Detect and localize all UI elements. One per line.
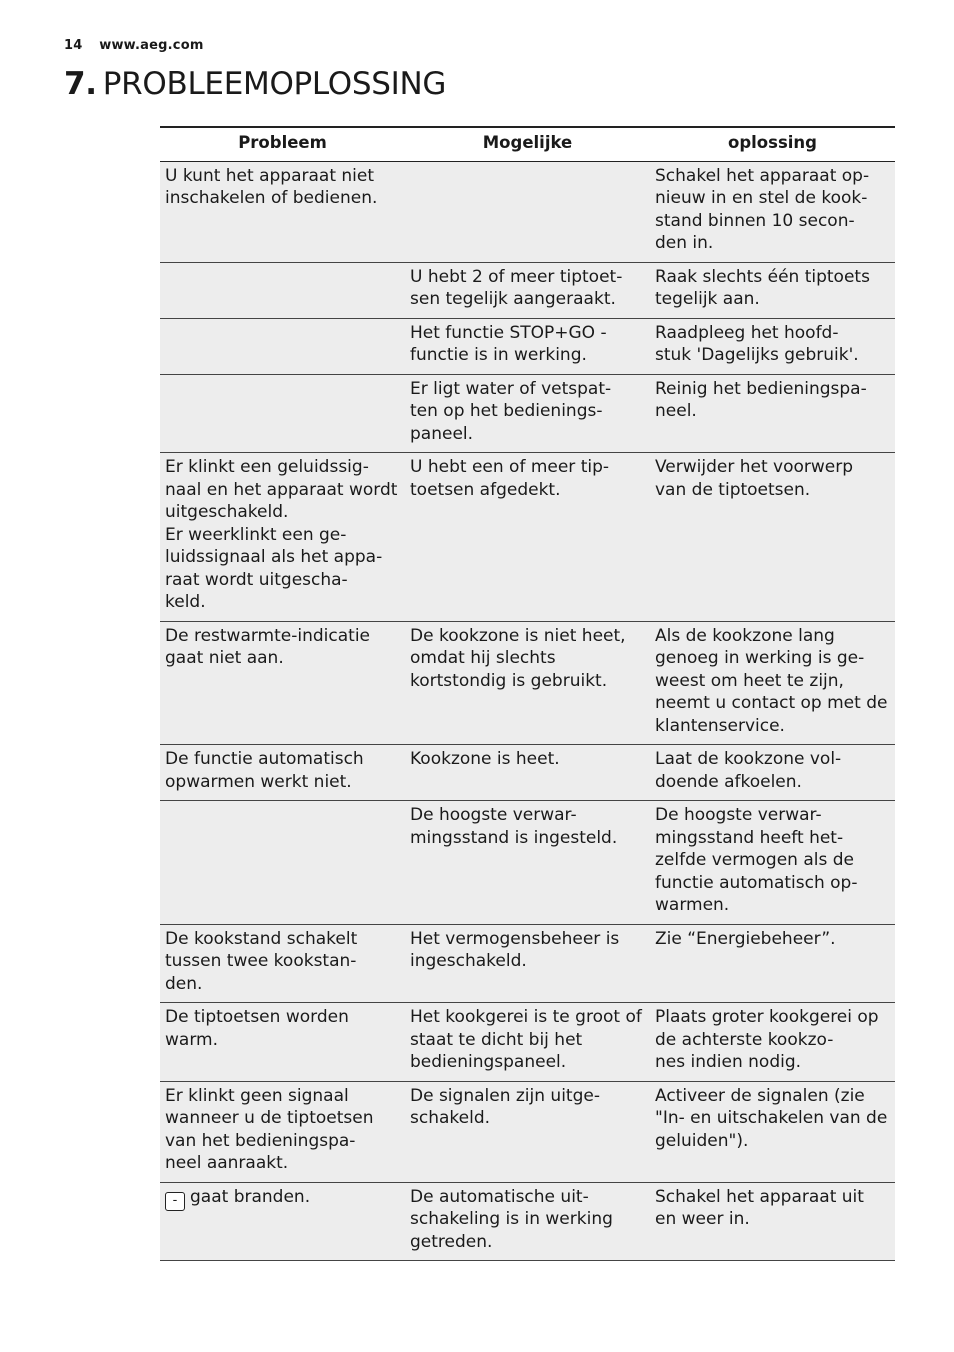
section-title — [64, 66, 446, 102]
table-row — [160, 745, 895, 801]
cell-text: Reinig het bedieningspa- neel. — [655, 378, 867, 421]
table-cell — [405, 621, 650, 745]
cell-text: Laat de kookzone vol- doende afkoelen. — [655, 749, 842, 792]
cell-text: De hoogste verwar- mingsstand heeft het- zelfde vermogen als de functie automatisch op- warmen. — [655, 805, 858, 915]
cell-text: De signalen zijn uitge- schakeld. — [410, 1085, 600, 1128]
table-cell — [160, 262, 405, 318]
cell-text: U hebt 2 of meer tiptoet- sen tegelijk aangeraakt. — [410, 266, 623, 309]
table-cell — [160, 318, 405, 374]
table-cell — [160, 801, 405, 925]
table-cell — [650, 924, 895, 1003]
table-cell — [160, 924, 405, 1003]
table-cell — [650, 1081, 895, 1182]
column-header-oplossing: oplossing — [650, 127, 895, 161]
table-cell — [650, 621, 895, 745]
table-cell — [650, 262, 895, 318]
table-row — [160, 924, 895, 1003]
cell-text: De kookzone is niet heet, omdat hij slechts kortstondig is gebruikt. — [410, 625, 626, 691]
table-row — [160, 1081, 895, 1182]
table-cell — [405, 1182, 650, 1261]
cell-text: U kunt het apparaat niet inschakelen of bedienen. — [165, 165, 378, 208]
table-cell — [650, 801, 895, 925]
table-row — [160, 318, 895, 374]
cell-text: Er klinkt een geluidssig- naal en het apparaat wordt uitgeschakeld. Er weerklinkt een ge- luidssignaal als het appa- raat wordt uitgescha- keld. — [165, 457, 398, 612]
section-number: 7. — [64, 66, 97, 102]
table-cell — [160, 745, 405, 801]
table-row — [160, 1182, 895, 1261]
cell-text: De functie automatisch opwarmen werkt niet. — [165, 749, 364, 792]
cell-text: De kookstand schakelt tussen twee kookstan- den. — [165, 928, 358, 994]
table-cell — [405, 374, 650, 453]
table-cell — [405, 1081, 650, 1182]
table-cell — [160, 621, 405, 745]
table-cell — [650, 453, 895, 622]
column-header-mogelijke: Mogelijke — [405, 127, 650, 161]
table-cell — [160, 1003, 405, 1082]
table-cell — [405, 745, 650, 801]
table-cell — [405, 161, 650, 262]
cell-text: De restwarmte-indicatie gaat niet aan. — [165, 625, 371, 668]
table-cell — [650, 374, 895, 453]
cell-text: Als de kookzone lang genoeg in werking is ge- weest om heet te zijn, neemt u contact op met de klantenservice. — [655, 625, 888, 736]
cell-text: Het kookgerei is te groot of staat te dicht bij het bedieningspaneel. — [410, 1007, 642, 1072]
table-cell — [405, 453, 650, 622]
cell-text: Activeer de signalen (zie "In- en uitschakelen van de geluiden"). — [655, 1085, 888, 1151]
cell-text: Kookzone is heet. — [410, 749, 560, 769]
cell-text: Raak slechts één tiptoets tegelijk aan. — [655, 266, 870, 309]
column-header-probleem: Probleem — [160, 127, 405, 161]
cell-text: De tiptoetsen worden warm. — [165, 1007, 349, 1050]
table-cell — [650, 1003, 895, 1082]
table-cell — [160, 1182, 405, 1261]
table-row — [160, 262, 895, 318]
table-header-row — [160, 127, 895, 161]
cell-text: Zie “Energiebeheer”. — [655, 928, 836, 949]
table-row — [160, 374, 895, 453]
display-symbol-icon: - — [165, 1192, 185, 1211]
cell-text: Het vermogensbeheer is ingeschakeld. — [410, 928, 620, 971]
cell-text: gaat branden. — [190, 1186, 311, 1207]
table-row — [160, 621, 895, 745]
table-cell — [650, 1182, 895, 1261]
cell-text: Het functie STOP+GO - functie is in werking. — [410, 322, 607, 365]
table-cell — [160, 1081, 405, 1182]
table-cell — [405, 801, 650, 925]
table-row — [160, 801, 895, 925]
table-cell — [650, 318, 895, 374]
table-cell — [160, 453, 405, 622]
table-cell — [160, 374, 405, 453]
troubleshooting-table — [160, 126, 895, 1261]
cell-text: Raadpleeg het hoofd- stuk 'Dagelijks gebruik'. — [655, 322, 859, 365]
cell-text: Schakel het apparaat op- nieuw in en stel de kook- stand binnen 10 secon- den in. — [655, 165, 870, 253]
table-row — [160, 1003, 895, 1082]
cell-text: Schakel het apparaat uit en weer in. — [655, 1186, 864, 1229]
table-cell — [405, 924, 650, 1003]
table-cell — [405, 318, 650, 374]
cell-text: Er ligt water of vetspat- ten op het bedienings- paneel. — [410, 378, 612, 444]
cell-text: Er klinkt geen signaal wanneer u de tiptoetsen van het bedieningspa- neel aanraakt. — [165, 1085, 374, 1173]
page-header — [64, 38, 204, 53]
table-body — [160, 161, 895, 1261]
table-cell — [405, 262, 650, 318]
table-cell — [405, 1003, 650, 1082]
table-cell — [650, 161, 895, 262]
website: www.aeg.com — [99, 38, 204, 53]
section-title-text: PROBLEEMOPLOSSING — [102, 66, 447, 102]
table-row — [160, 453, 895, 622]
cell-text: De hoogste verwar- mingsstand is ingesteld. — [410, 805, 618, 848]
cell-text: De automatische uit- schakeling is in werking getreden. — [410, 1186, 613, 1252]
cell-text: Plaats groter kookgerei op de achterste kookzo- nes indien nodig. — [655, 1007, 879, 1072]
table-row — [160, 161, 895, 262]
page-number: 14 — [64, 38, 83, 53]
cell-text: U hebt een of meer tip- toetsen afgedekt. — [410, 457, 610, 500]
table-cell — [160, 161, 405, 262]
cell-text: Verwijder het voorwerp van de tiptoetsen. — [655, 457, 854, 500]
table-cell — [650, 745, 895, 801]
